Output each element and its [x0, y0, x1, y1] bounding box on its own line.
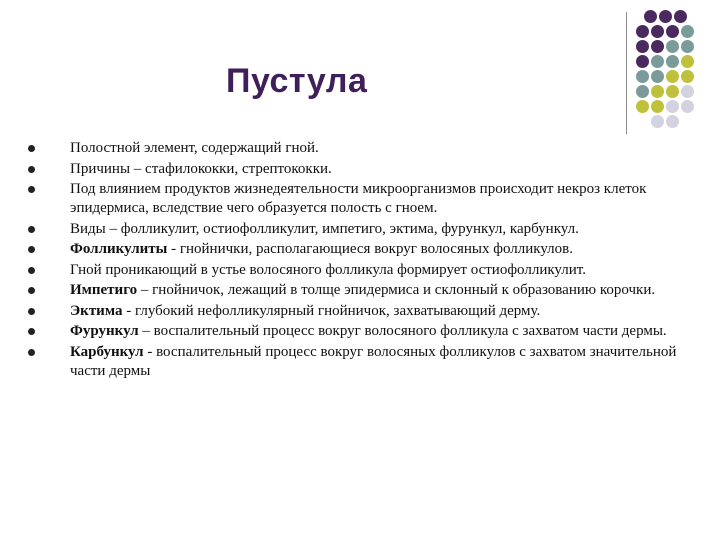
decorative-dot [651, 55, 664, 68]
decorative-dot [681, 85, 694, 98]
bullet-item [28, 220, 688, 239]
bullet-dot-icon [28, 308, 35, 315]
bullet-term: Фурункул [70, 323, 139, 339]
decorative-dot [681, 70, 694, 83]
bullet-dot-icon [28, 328, 35, 335]
bullet-dot-icon [28, 287, 35, 294]
bullet-term: Фолликулиты [70, 241, 168, 257]
decorative-dot [651, 70, 664, 83]
decorative-dot [681, 100, 694, 113]
bullet-text: Причины – стафилококки, стрептококки. [70, 160, 332, 177]
decorative-dot [666, 40, 679, 53]
slide-title: Пустула [226, 62, 368, 100]
decorative-dot [681, 55, 694, 68]
decorative-dot [674, 10, 687, 23]
decorative-dot [651, 115, 664, 128]
bullet-item [28, 322, 688, 341]
decorative-dot [666, 55, 679, 68]
bullet-text: – воспалительный процесс вокруг волосяного фолликула с захватом части дермы. [138, 323, 667, 339]
bullet-item [28, 240, 688, 259]
decorative-dot [666, 115, 679, 128]
bullet-item [28, 302, 688, 321]
bullet-dot-icon [28, 166, 35, 173]
bullet-text: Виды – фолликулит, остиофолликулит, импетиго, эктима, фурункул, карбункул. [70, 220, 579, 237]
decorative-dot [636, 55, 649, 68]
bullet-text: Гной проникающий в устье волосяного фолликула формирует остиофолликулит. [70, 261, 586, 278]
bullet-item [28, 281, 688, 300]
bullet-dot-icon [28, 226, 35, 233]
bullet-term: Импетиго [70, 282, 138, 298]
decorative-dot [636, 100, 649, 113]
decorative-dot [666, 85, 679, 98]
decorative-dot [636, 40, 649, 53]
bullet-dot-icon [28, 186, 35, 193]
bullet-dot-icon [28, 145, 35, 152]
decorative-dot [681, 25, 694, 38]
bullet-text: - глубокий нефолликулярный гнойничок, захватывающий дерму. [122, 302, 541, 319]
bullet-item [28, 261, 688, 280]
decorative-dot [651, 40, 664, 53]
decorative-dot [651, 85, 664, 98]
decorative-divider [626, 12, 627, 134]
decorative-dot [666, 25, 679, 38]
decorative-dot [666, 70, 679, 83]
decorative-dot [636, 25, 649, 38]
bullet-item [28, 139, 688, 158]
bullet-item [28, 180, 688, 218]
bullet-term: Эктима [70, 302, 123, 319]
bullet-text: - воспалительный процесс вокруг волосяных фолликулов с захватом значительной части дермы [70, 343, 677, 379]
bullet-list [28, 139, 688, 382]
bullet-dot-icon [28, 267, 35, 274]
bullet-item [28, 343, 688, 381]
decorative-dot [666, 100, 679, 113]
bullet-text: Полостной элемент, содержащий гной. [70, 140, 319, 156]
bullet-text: - гнойнички, располагающиеся вокруг волосяных фолликулов. [167, 241, 573, 257]
decorative-dot [651, 100, 664, 113]
bullet-term: Карбункул [70, 343, 144, 360]
decorative-dot [644, 10, 657, 23]
bullet-text: – гнойничок, лежащий в толще эпидермиса и склонный к образованию корочки. [137, 282, 656, 298]
bullet-dot-icon [28, 349, 35, 356]
bullet-item [28, 160, 688, 179]
decorative-dot [636, 85, 649, 98]
bullet-text: Под влиянием продуктов жизнедеятельности микроорганизмов происходит некроз клеток эпидермиса, вследствие чего образуется полость с гноем. [70, 181, 647, 216]
decorative-dot [659, 10, 672, 23]
bullet-dot-icon [28, 246, 35, 253]
decorative-dot [651, 25, 664, 38]
decorative-dot [681, 40, 694, 53]
decorative-dot [636, 70, 649, 83]
